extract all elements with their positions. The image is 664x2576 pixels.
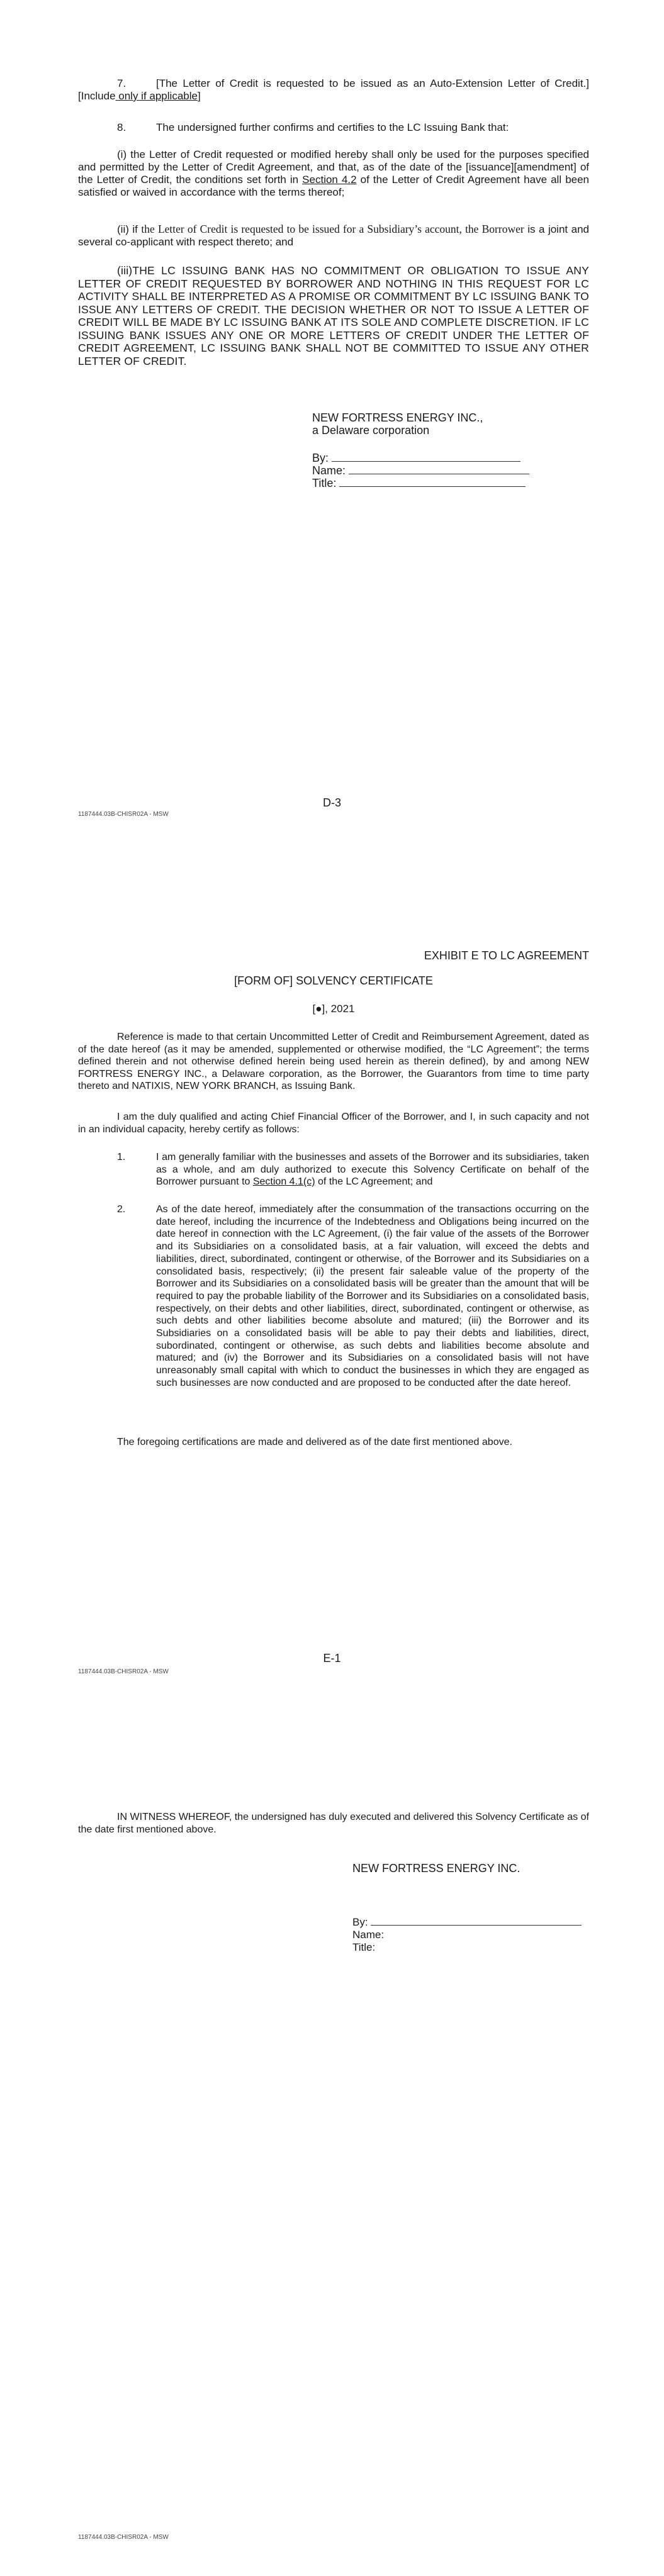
- footer-docid: 1187444.03B-CHISR02A - MSW: [78, 1668, 169, 1675]
- certification-item-2: 2. As of the date hereof, immediately after the consummation of the transactions occurring on the date hereof, including the incurrence of the Indebtedness and Obligations being incurred on the date hereof in connection with the LC Agreement, (i) the fair value of the assets of the Borrower and its Subsidiaries on a consolidated basis, at a fair valuation, will exceed the debts and liabilities, direct, subordinated, contingent or otherwise, of the Borrower and its Subsidiaries on a consolidated basis, respectively; (ii) the present fair saleable value of the property of the Borrower and its Subsidiaries on a consolidated basis will be greater than the amount that will be required to pay the probable liability of the Borrower and its Subsidiaries on a consolidated basis, respectively, on their debts and other liabilities, direct, subordinated, contingent or otherwise, as such debts and other liabilities become absolute and matured; (iii) the Borrower and its Subsidiaries on a consolidated basis will be able to pay their debts and liabilities, direct, subordinated, contingent or otherwise, as such debts and liabilities become absolute and matured; and (iv) the Borrower and its Subsidiaries on a consolidated basis will not have unreasonably small capital with which to conduct the businesses in which they are engaged as such businesses are now conducted and are proposed to be conducted after the date hereof.: [117, 1204, 589, 1388]
- page-signature: [0, 1680, 664, 2576]
- page-e1: [0, 837, 664, 1680]
- intro-paragraph: Reference is made to that certain Uncommitted Letter of Credit and Reimbursement Agreement, dated as of the date hereof (as it may be amended, supplemented or otherwise modified, the “LC Agreement”; the terms defined therein and not otherwise defined herein being used herein as therein defined), by and among NEW FORTRESS ENERGY INC., a Delaware corporation, as the Borrower, the Guarantors from time to time party thereto and NATIXIS, NEW YORK BRANCH, as Issuing Bank.: [78, 1032, 589, 1091]
- paragraph-8: 8. The undersigned further confirms and certifies to the LC Issuing Bank that:: [117, 121, 509, 133]
- company-name: NEW FORTRESS ENERGY INC.: [352, 1862, 521, 1875]
- exhibit-heading: EXHIBIT E TO LC AGREEMENT: [424, 949, 589, 962]
- signature-line: [371, 1916, 582, 1926]
- document-title: [FORM OF] SOLVENCY CERTIFICATE: [234, 974, 433, 987]
- signature-block: [312, 411, 589, 489]
- document-date: [●], 2021: [312, 1003, 355, 1015]
- paragraph-number: 7.: [117, 77, 127, 89]
- certify-paragraph: I am the duly qualified and acting Chief Financial Officer of the Borrower, and I, in such capacity and not in an individual capacity, hereby certify as follows:: [78, 1112, 589, 1135]
- paragraph-ii: (ii) if the Letter of Credit is requested to be issued for a Subsidiary’s account, the Borrower is a joint and several co-applicant with respect thereto; and: [78, 223, 590, 248]
- paragraph-iii: (iii)THE LC ISSUING BANK HAS NO COMMITMENT OR OBLIGATION TO ISSUE ANY LETTER OF CREDIT REQUESTED BY BORROWER AND NOTHING IN THIS REQUEST FOR LC ACTIVITY SHALL BE INTERPRETED AS A PROMISE OR COMMITMENT BY LC ISSUING BANK TO ISSUE ANY LETTERS OF CREDIT. THE DECISION WHETHER OR NOT TO ISSUE A LETTER OF CREDIT WILL BE MADE BY LC ISSUING BANK AT ITS SOLE AND COMPLETE DISCRETION. IF LC ISSUING BANK ISSUES ANY ONE OR MORE LETTERS OF CREDIT UNDER THE LETTER OF CREDIT AGREEMENT, LC ISSUING BANK SHALL NOT BE COMMITTED TO ISSUE ANY OTHER LETTER OF CREDIT.: [78, 264, 589, 367]
- signature-line: [332, 452, 521, 462]
- company-name: NEW FORTRESS ENERGY INC.,: [312, 411, 483, 424]
- foregoing-paragraph: The foregoing certifications are made and delivered as of the date first mentioned above.: [117, 1437, 512, 1447]
- company-corp-type: a Delaware corporation: [312, 424, 430, 437]
- name-line: Name:: [352, 1929, 385, 1941]
- paragraph-i: (i) the Letter of Credit requested or modified hereby shall only be used for the purposes specified and permitted by the Letter of Credit Agreement, and that, as of the date of the [issuance][amendment] of the Letter of Credit, the conditions set forth in Section 4.2 of the Letter of Credit Agreement have all been satisfied or waived in accordance with the terms thereof;: [78, 148, 590, 198]
- footer-docid: 1187444.03B-CHISR02A - MSW: [78, 811, 169, 818]
- item-number: 1.: [117, 1152, 126, 1163]
- footer-docid: 1187444.03B-CHISR02A - MSW: [78, 2534, 169, 2541]
- by-line: By:: [312, 452, 589, 464]
- page-number: E-1: [323, 1652, 341, 1664]
- name-line: Name:: [312, 464, 589, 477]
- signature-block: [352, 1916, 592, 1954]
- title-line: Title:: [352, 1941, 376, 1953]
- witness-paragraph: IN WITNESS WHEREOF, the undersigned has duly executed and delivered this Solvency Certificate as of the date first mentioned above.: [78, 1812, 589, 1835]
- page-number: D-3: [322, 796, 341, 809]
- paragraph-7: 7. [The Letter of Credit is requested to be issued as an Auto-Extension Letter of Credit.][Include only if applicable]: [78, 77, 589, 102]
- title-line: Title:: [312, 477, 589, 489]
- by-line: By:: [352, 1916, 592, 1929]
- page-d3: [0, 0, 664, 837]
- item-number: 2.: [117, 1204, 126, 1215]
- certification-item-1: 1. I am generally familiar with the businesses and assets of the Borrower and its subsidiaries, taken as a whole, and am duly authorized to execute this Solvency Certificate on behalf of the Borrower pursuant to Section 4.1(c) of the LC Agreement; and: [117, 1152, 589, 1187]
